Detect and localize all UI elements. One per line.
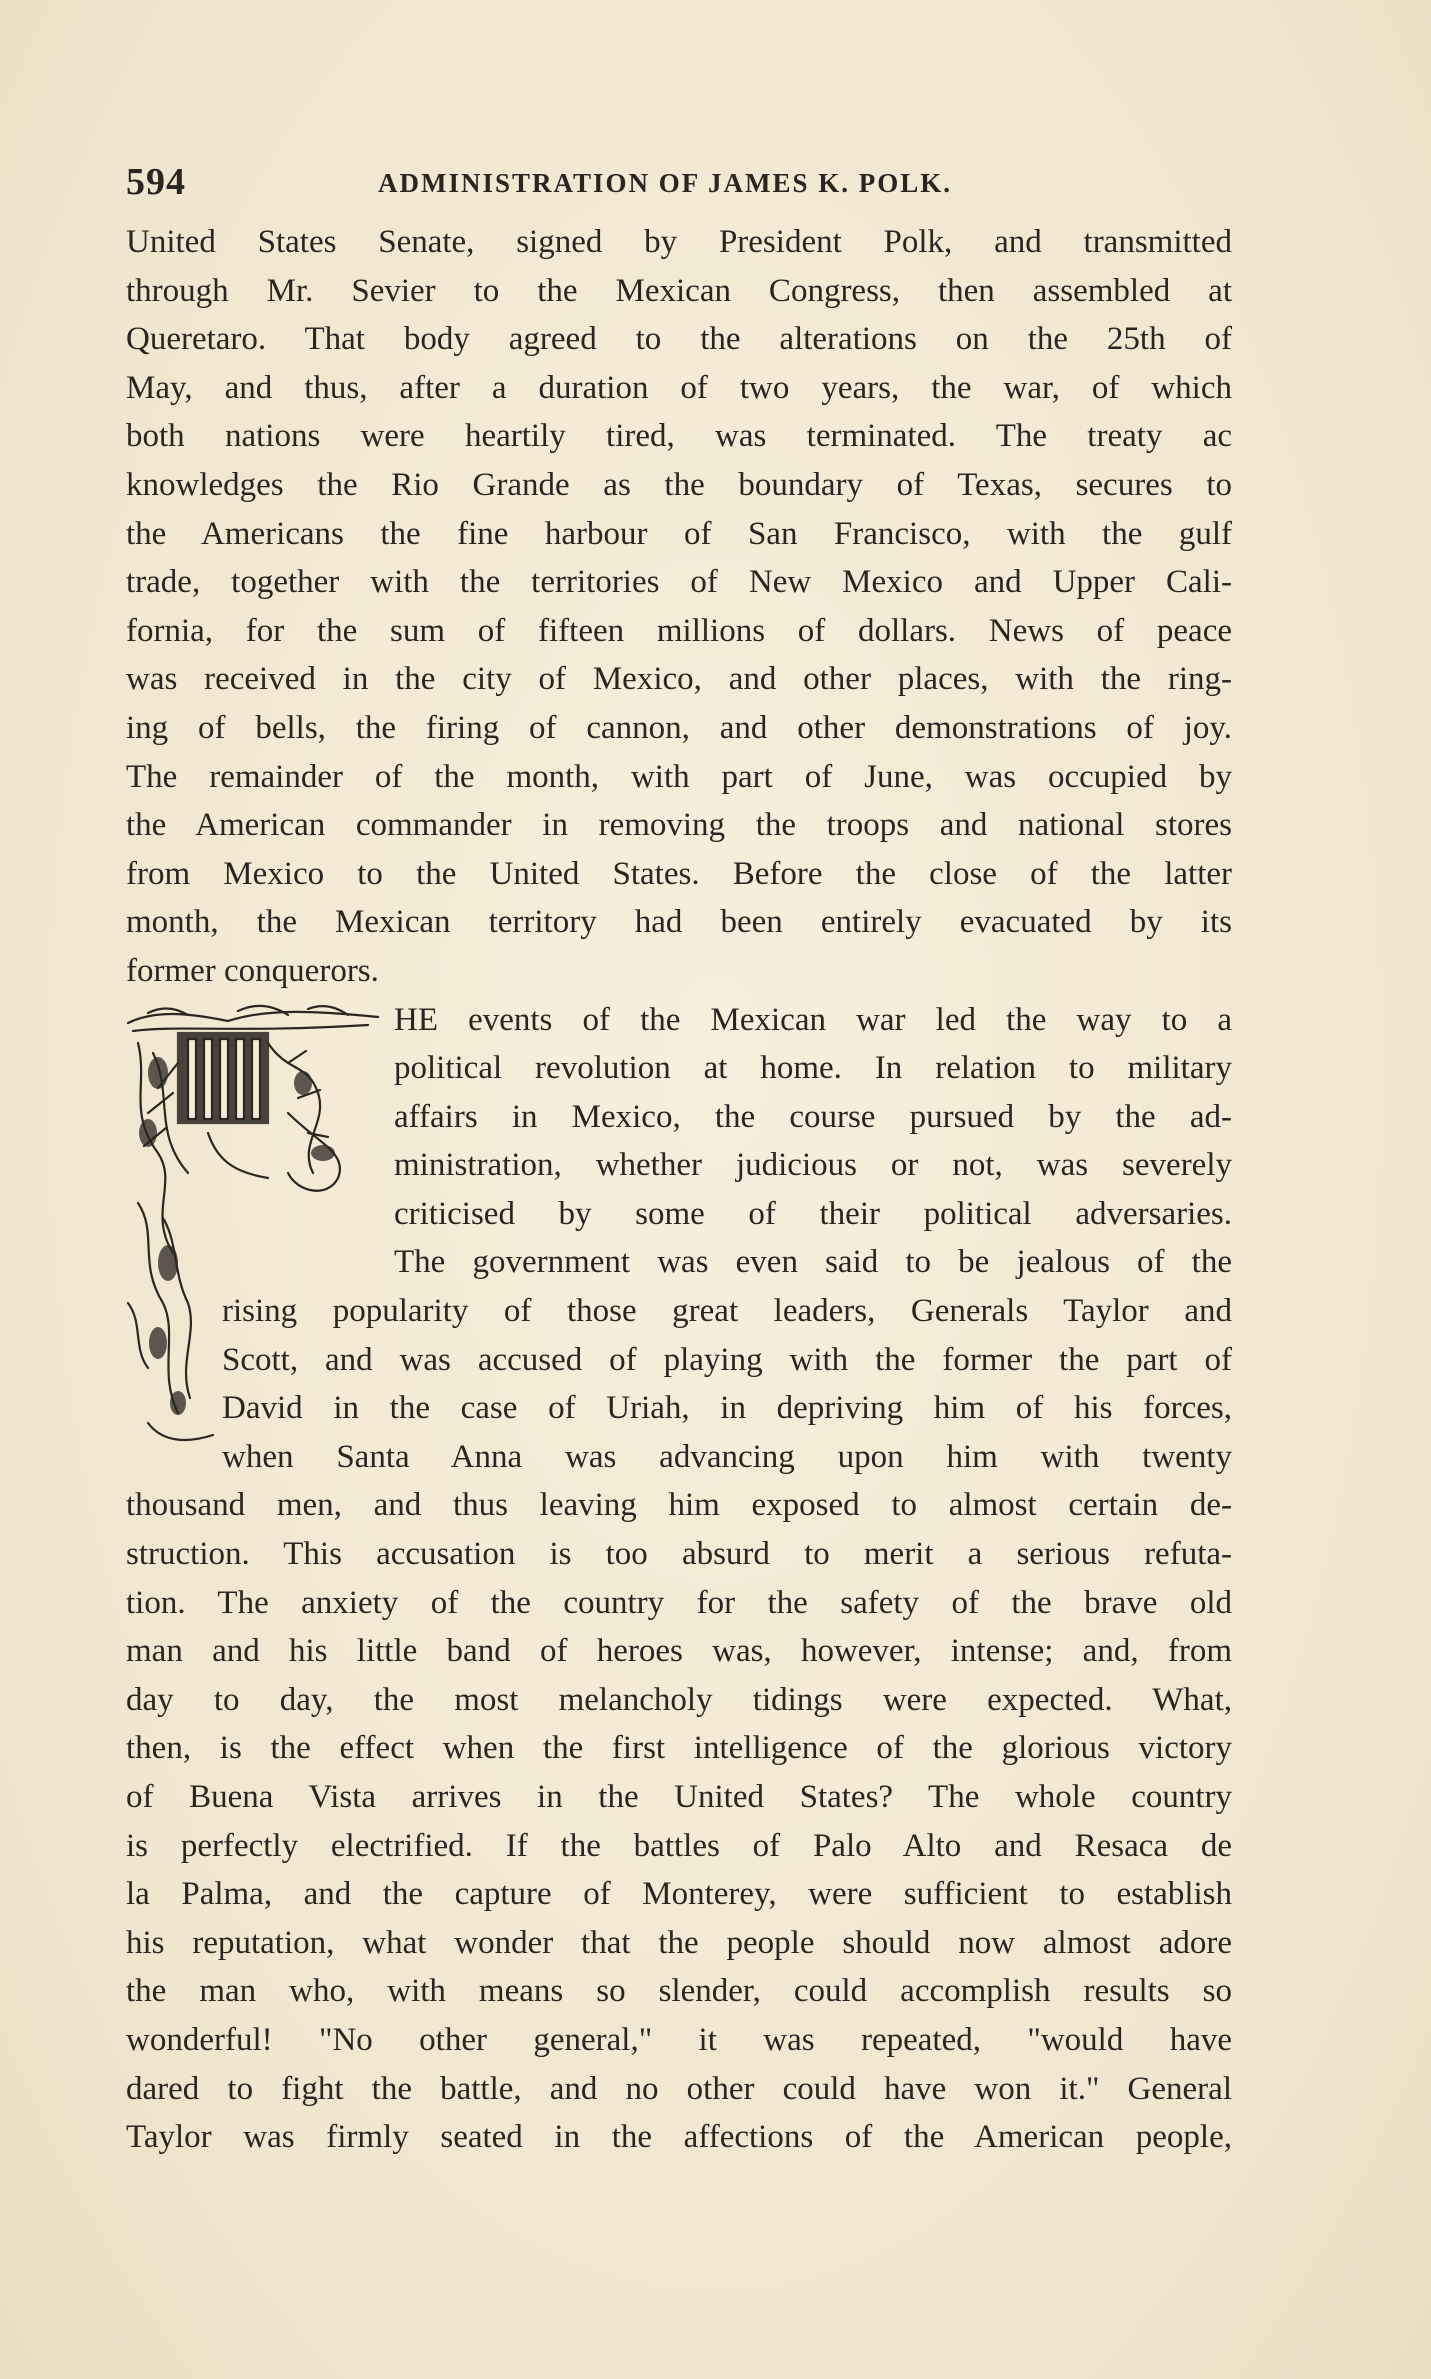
text-line: dared to fight the battle, and no other could have won it." General <box>126 2070 1232 2107</box>
text-line: la Palma, and the capture of Monterey, were sufficient to establish <box>126 1876 1232 1913</box>
text-line: through Mr. Sevier to the Mexican Congress, then assembled at <box>126 272 1232 309</box>
page-number: 594 <box>126 161 186 203</box>
text-line: knowledges the Rio Grande as the boundary of Texas, secures to <box>126 466 1232 503</box>
text-line: both nations were heartily tired, was terminated. The treaty ac <box>126 418 1232 455</box>
text-line: was received in the city of Mexico, and other places, with the ring- <box>126 661 1232 698</box>
text-line: when Santa Anna was advancing upon him with twenty <box>222 1438 1232 1475</box>
text-line: then, is the effect when the first intelligence of the glorious victory <box>126 1730 1232 1767</box>
text-line: criticised by some of their political adversaries. <box>394 1195 1232 1232</box>
text-line: May, and thus, after a duration of two years, the war, of which <box>126 369 1232 406</box>
text-line: man and his little band of heroes was, however, intense; and, from <box>126 1633 1232 1670</box>
body-text <box>126 218 1232 2162</box>
text-line: David in the case of Uriah, in depriving him of his forces, <box>222 1390 1232 1427</box>
text-line: ministration, whether judicious or not, was severely <box>394 1147 1232 1184</box>
text-line: the American commander in removing the troops and national stores <box>126 807 1232 844</box>
text-line: affairs in Mexico, the course pursued by the ad- <box>394 1098 1232 1135</box>
text-line: ing of bells, the firing of cannon, and other demonstrations of joy. <box>126 709 1232 746</box>
text-line: the Americans the fine harbour of San Francisco, with the gulf <box>126 515 1232 552</box>
text-line: The remainder of the month, with part of June, was occupied by <box>126 758 1232 795</box>
text-line: Queretaro. That body agreed to the alterations on the 25th of <box>126 321 1232 358</box>
text-line: struction. This accusation is too absurd to merit a serious refuta- <box>126 1536 1232 1573</box>
text-line: trade, together with the territories of New Mexico and Upper Cali- <box>126 564 1232 601</box>
text-line: rising popularity of those great leaders, Generals Taylor and <box>222 1293 1232 1330</box>
text-line: month, the Mexican territory had been entirely evacuated by its <box>126 904 1232 941</box>
text-line: his reputation, what wonder that the people should now almost adore <box>126 1924 1232 1961</box>
text-line: The government was even said to be jealous of the <box>394 1244 1232 1281</box>
text-line: of Buena Vista arrives in the United States? The whole country <box>126 1779 1232 1815</box>
running-title: ADMINISTRATION OF JAMES K. POLK. <box>378 168 953 198</box>
text-line: the man who, with means so slender, could accomplish results so <box>126 1973 1232 2010</box>
text-line: former conquerors. <box>126 952 379 989</box>
text-line: wonderful! "No other general," it was repeated, "would have <box>126 2021 1232 2058</box>
text-line: fornia, for the sum of fifteen millions of dollars. News of peace <box>126 612 1232 649</box>
text-line: thousand men, and thus leaving him exposed to almost certain de- <box>126 1487 1232 1524</box>
text-line: Taylor was firmly seated in the affections of the American people, <box>126 2119 1232 2156</box>
running-head <box>126 160 1236 210</box>
text-line: from Mexico to the United States. Before the close of the latter <box>126 855 1232 892</box>
text-line: United States Senate, signed by President Polk, and transmitted <box>126 224 1232 260</box>
text-line: Scott, and was accused of playing with the former the part of <box>222 1341 1232 1378</box>
text-line: is perfectly electrified. If the battles of Palo Alto and Resaca de <box>126 1827 1232 1864</box>
text-line: tion. The anxiety of the country for the safety of the brave old <box>126 1584 1232 1621</box>
text-line: political revolution at home. In relation to military <box>394 1050 1232 1087</box>
text-line: day to day, the most melancholy tidings were expected. What, <box>126 1681 1232 1718</box>
text-line: HE events of the Mexican war led the way to a <box>394 1001 1232 1038</box>
